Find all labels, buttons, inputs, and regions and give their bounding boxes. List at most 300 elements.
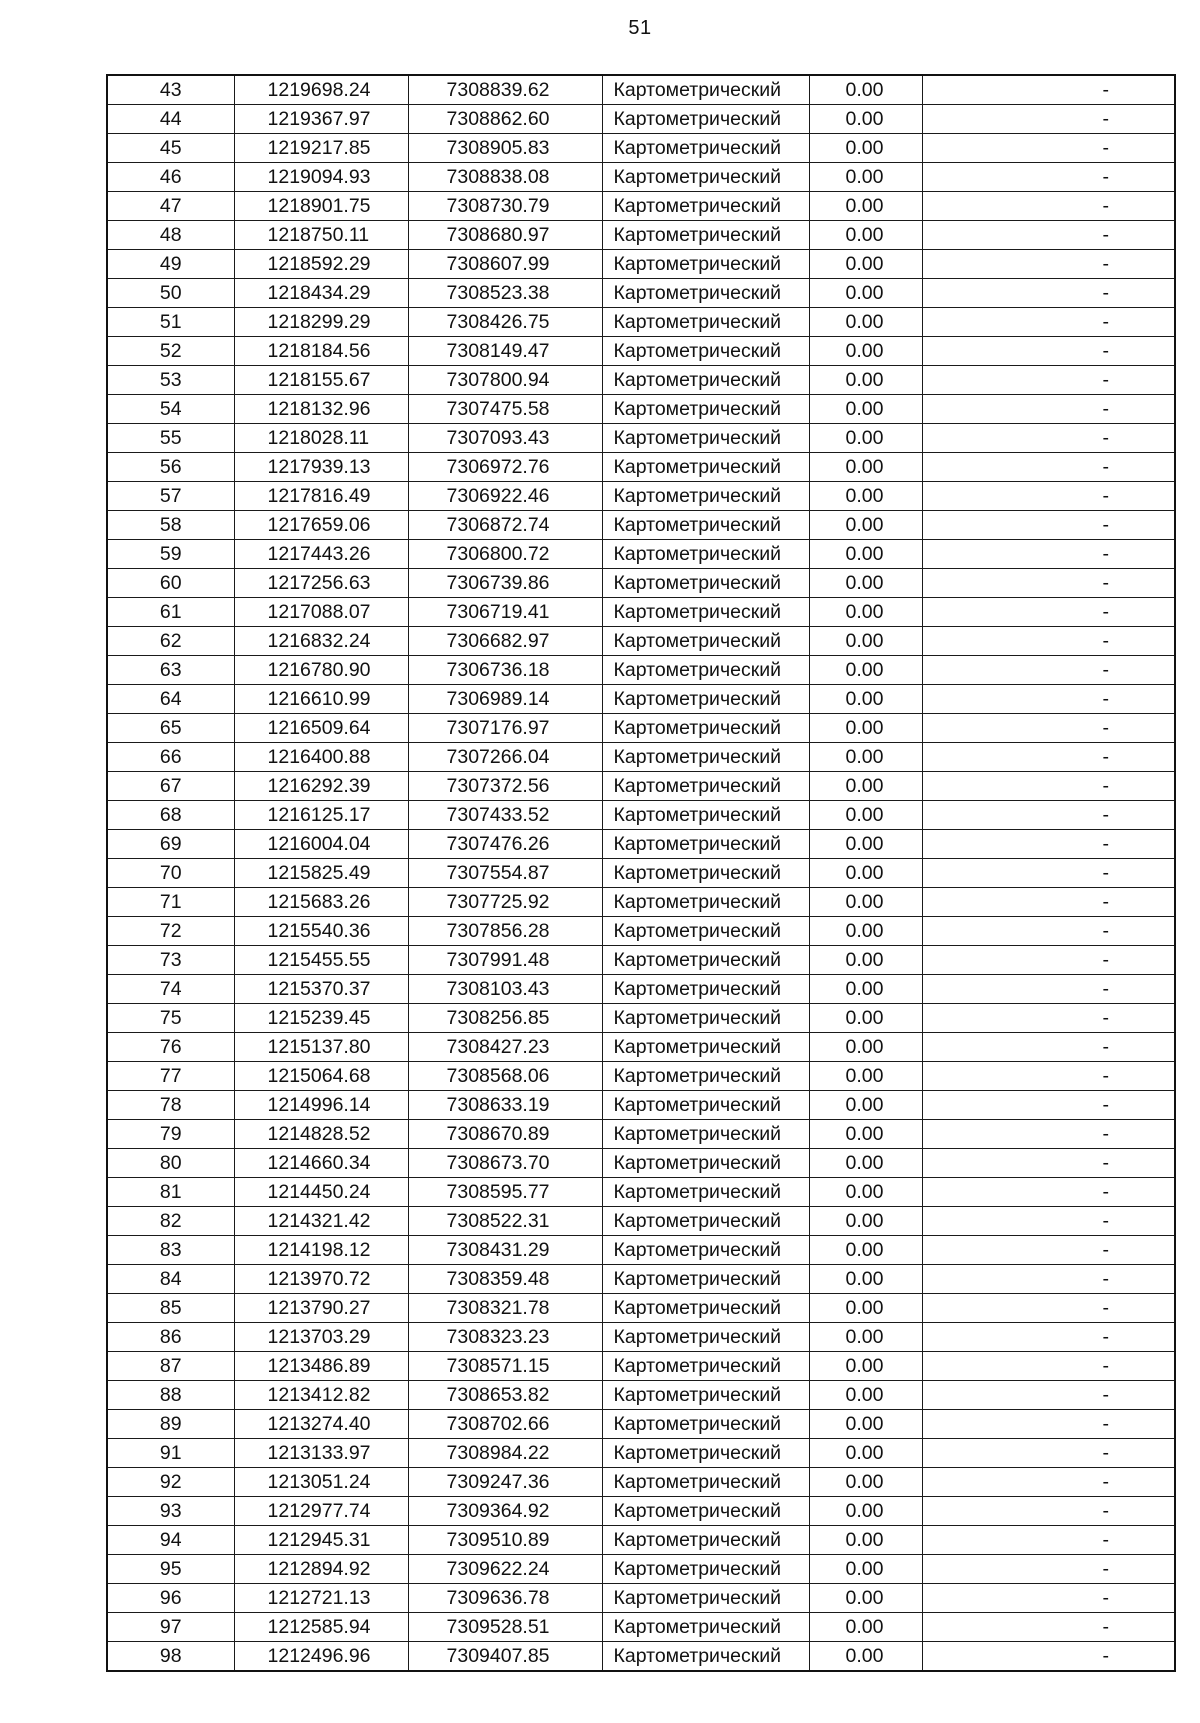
table-row [107,1468,1175,1497]
x-coordinate-cell: 1214450.24 [234,1178,408,1207]
method-cell: Картометрический [602,163,809,192]
accuracy-cell: 0.00 [809,1178,922,1207]
note-cell: - [922,1352,1175,1381]
method-cell: Картометрический [602,105,809,134]
y-coordinate-cell: 7308431.29 [408,1236,602,1265]
y-coordinate-cell: 7307725.92 [408,888,602,917]
table-row [107,1555,1175,1584]
table-row [107,1410,1175,1439]
accuracy-cell: 0.00 [809,743,922,772]
x-coordinate-cell: 1218028.11 [234,424,408,453]
x-coordinate-cell: 1213790.27 [234,1294,408,1323]
note-cell: - [922,1004,1175,1033]
accuracy-cell: 0.00 [809,192,922,221]
point-number-cell: 92 [107,1468,234,1497]
table-row [107,453,1175,482]
x-coordinate-cell: 1213703.29 [234,1323,408,1352]
point-number-cell: 58 [107,511,234,540]
y-coordinate-cell: 7308862.60 [408,105,602,134]
table-row [107,859,1175,888]
y-coordinate-cell: 7308670.89 [408,1120,602,1149]
method-cell: Картометрический [602,1439,809,1468]
table-row [107,1033,1175,1062]
x-coordinate-cell: 1212977.74 [234,1497,408,1526]
accuracy-cell: 0.00 [809,1352,922,1381]
note-cell: - [922,395,1175,424]
x-coordinate-cell: 1219367.97 [234,105,408,134]
y-coordinate-cell: 7309622.24 [408,1555,602,1584]
note-cell: - [922,1236,1175,1265]
accuracy-cell: 0.00 [809,366,922,395]
note-cell: - [922,308,1175,337]
table-row [107,192,1175,221]
method-cell: Картометрический [602,1410,809,1439]
accuracy-cell: 0.00 [809,1555,922,1584]
table-row [107,1265,1175,1294]
y-coordinate-cell: 7308359.48 [408,1265,602,1294]
accuracy-cell: 0.00 [809,540,922,569]
table-row [107,1526,1175,1555]
accuracy-cell: 0.00 [809,888,922,917]
note-cell: - [922,685,1175,714]
table-row [107,772,1175,801]
point-number-cell: 59 [107,540,234,569]
table-row [107,1207,1175,1236]
accuracy-cell: 0.00 [809,337,922,366]
point-number-cell: 88 [107,1381,234,1410]
method-cell: Картометрический [602,1294,809,1323]
accuracy-cell: 0.00 [809,75,922,105]
method-cell: Картометрический [602,1062,809,1091]
accuracy-cell: 0.00 [809,1642,922,1672]
point-number-cell: 80 [107,1149,234,1178]
point-number-cell: 57 [107,482,234,511]
y-coordinate-cell: 7308522.31 [408,1207,602,1236]
method-cell: Картометрический [602,1004,809,1033]
x-coordinate-cell: 1219094.93 [234,163,408,192]
table-row [107,337,1175,366]
x-coordinate-cell: 1216004.04 [234,830,408,859]
note-cell: - [922,250,1175,279]
table-row [107,105,1175,134]
note-cell: - [922,830,1175,859]
point-number-cell: 53 [107,366,234,395]
x-coordinate-cell: 1216400.88 [234,743,408,772]
method-cell: Картометрический [602,1149,809,1178]
accuracy-cell: 0.00 [809,975,922,1004]
y-coordinate-cell: 7307433.52 [408,801,602,830]
x-coordinate-cell: 1218592.29 [234,250,408,279]
note-cell: - [922,163,1175,192]
y-coordinate-cell: 7309364.92 [408,1497,602,1526]
method-cell: Картометрический [602,1236,809,1265]
y-coordinate-cell: 7307476.26 [408,830,602,859]
note-cell: - [922,105,1175,134]
y-coordinate-cell: 7308633.19 [408,1091,602,1120]
note-cell: - [922,1497,1175,1526]
y-coordinate-cell: 7306989.14 [408,685,602,714]
table-row [107,917,1175,946]
note-cell: - [922,917,1175,946]
table-row [107,395,1175,424]
y-coordinate-cell: 7306972.76 [408,453,602,482]
point-number-cell: 61 [107,598,234,627]
y-coordinate-cell: 7308568.06 [408,1062,602,1091]
note-cell: - [922,656,1175,685]
point-number-cell: 47 [107,192,234,221]
point-number-cell: 87 [107,1352,234,1381]
accuracy-cell: 0.00 [809,1410,922,1439]
accuracy-cell: 0.00 [809,1120,922,1149]
x-coordinate-cell: 1215455.55 [234,946,408,975]
table-row [107,134,1175,163]
point-number-cell: 79 [107,1120,234,1149]
table-row [107,540,1175,569]
point-number-cell: 69 [107,830,234,859]
method-cell: Картометрический [602,192,809,221]
method-cell: Картометрический [602,75,809,105]
table-row [107,1091,1175,1120]
point-number-cell: 43 [107,75,234,105]
table-row [107,685,1175,714]
note-cell: - [922,946,1175,975]
x-coordinate-cell: 1214660.34 [234,1149,408,1178]
y-coordinate-cell: 7307475.58 [408,395,602,424]
point-number-cell: 82 [107,1207,234,1236]
method-cell: Картометрический [602,134,809,163]
point-number-cell: 96 [107,1584,234,1613]
x-coordinate-cell: 1217443.26 [234,540,408,569]
y-coordinate-cell: 7308838.08 [408,163,602,192]
accuracy-cell: 0.00 [809,163,922,192]
table-row [107,569,1175,598]
note-cell: - [922,192,1175,221]
note-cell: - [922,424,1175,453]
accuracy-cell: 0.00 [809,1613,922,1642]
method-cell: Картометрический [602,482,809,511]
note-cell: - [922,1062,1175,1091]
x-coordinate-cell: 1215825.49 [234,859,408,888]
x-coordinate-cell: 1217088.07 [234,598,408,627]
method-cell: Картометрический [602,1323,809,1352]
note-cell: - [922,743,1175,772]
note-cell: - [922,1381,1175,1410]
point-number-cell: 56 [107,453,234,482]
x-coordinate-cell: 1216509.64 [234,714,408,743]
note-cell: - [922,1265,1175,1294]
table-row [107,714,1175,743]
note-cell: - [922,511,1175,540]
coordinates-table [106,74,1176,1672]
point-number-cell: 78 [107,1091,234,1120]
point-number-cell: 51 [107,308,234,337]
method-cell: Картометрический [602,830,809,859]
method-cell: Картометрический [602,975,809,1004]
note-cell: - [922,888,1175,917]
table-row [107,1004,1175,1033]
x-coordinate-cell: 1217256.63 [234,569,408,598]
y-coordinate-cell: 7307991.48 [408,946,602,975]
y-coordinate-cell: 7308607.99 [408,250,602,279]
y-coordinate-cell: 7308984.22 [408,1439,602,1468]
point-number-cell: 76 [107,1033,234,1062]
method-cell: Картометрический [602,1091,809,1120]
y-coordinate-cell: 7308653.82 [408,1381,602,1410]
point-number-cell: 72 [107,917,234,946]
note-cell: - [922,1091,1175,1120]
accuracy-cell: 0.00 [809,105,922,134]
x-coordinate-cell: 1215370.37 [234,975,408,1004]
accuracy-cell: 0.00 [809,1265,922,1294]
point-number-cell: 65 [107,714,234,743]
method-cell: Картометрический [602,801,809,830]
note-cell: - [922,279,1175,308]
accuracy-cell: 0.00 [809,1497,922,1526]
y-coordinate-cell: 7308256.85 [408,1004,602,1033]
accuracy-cell: 0.00 [809,1468,922,1497]
x-coordinate-cell: 1212945.31 [234,1526,408,1555]
y-coordinate-cell: 7306922.46 [408,482,602,511]
accuracy-cell: 0.00 [809,685,922,714]
note-cell: - [922,1207,1175,1236]
accuracy-cell: 0.00 [809,801,922,830]
point-number-cell: 97 [107,1613,234,1642]
accuracy-cell: 0.00 [809,1526,922,1555]
note-cell: - [922,482,1175,511]
accuracy-cell: 0.00 [809,308,922,337]
point-number-cell: 70 [107,859,234,888]
page-number: 51 [628,17,652,39]
accuracy-cell: 0.00 [809,569,922,598]
x-coordinate-cell: 1216780.90 [234,656,408,685]
x-coordinate-cell: 1218750.11 [234,221,408,250]
accuracy-cell: 0.00 [809,946,922,975]
table-row [107,1149,1175,1178]
point-number-cell: 67 [107,772,234,801]
note-cell: - [922,1584,1175,1613]
accuracy-cell: 0.00 [809,598,922,627]
method-cell: Картометрический [602,685,809,714]
note-cell: - [922,569,1175,598]
note-cell: - [922,598,1175,627]
x-coordinate-cell: 1212721.13 [234,1584,408,1613]
x-coordinate-cell: 1212496.96 [234,1642,408,1672]
point-number-cell: 89 [107,1410,234,1439]
y-coordinate-cell: 7309528.51 [408,1613,602,1642]
method-cell: Картометрический [602,1555,809,1584]
method-cell: Картометрический [602,714,809,743]
y-coordinate-cell: 7308426.75 [408,308,602,337]
method-cell: Картометрический [602,1584,809,1613]
table-row [107,221,1175,250]
table-row [107,1381,1175,1410]
point-number-cell: 54 [107,395,234,424]
y-coordinate-cell: 7307093.43 [408,424,602,453]
x-coordinate-cell: 1213051.24 [234,1468,408,1497]
y-coordinate-cell: 7306872.74 [408,511,602,540]
point-number-cell: 95 [107,1555,234,1584]
table-row [107,1642,1175,1672]
y-coordinate-cell: 7307554.87 [408,859,602,888]
accuracy-cell: 0.00 [809,134,922,163]
y-coordinate-cell: 7308321.78 [408,1294,602,1323]
point-number-cell: 68 [107,801,234,830]
x-coordinate-cell: 1216292.39 [234,772,408,801]
point-number-cell: 45 [107,134,234,163]
y-coordinate-cell: 7308730.79 [408,192,602,221]
x-coordinate-cell: 1219217.85 [234,134,408,163]
table-row [107,598,1175,627]
accuracy-cell: 0.00 [809,424,922,453]
x-coordinate-cell: 1214996.14 [234,1091,408,1120]
accuracy-cell: 0.00 [809,1381,922,1410]
y-coordinate-cell: 7308905.83 [408,134,602,163]
x-coordinate-cell: 1219698.24 [234,75,408,105]
table-row [107,946,1175,975]
x-coordinate-cell: 1212894.92 [234,1555,408,1584]
point-number-cell: 94 [107,1526,234,1555]
y-coordinate-cell: 7307800.94 [408,366,602,395]
y-coordinate-cell: 7307856.28 [408,917,602,946]
accuracy-cell: 0.00 [809,221,922,250]
note-cell: - [922,1555,1175,1584]
accuracy-cell: 0.00 [809,627,922,656]
method-cell: Картометрический [602,424,809,453]
x-coordinate-cell: 1214198.12 [234,1236,408,1265]
table-body [107,75,1175,1671]
table-row [107,1497,1175,1526]
method-cell: Картометрический [602,511,809,540]
method-cell: Картометрический [602,946,809,975]
accuracy-cell: 0.00 [809,511,922,540]
method-cell: Картометрический [602,598,809,627]
method-cell: Картометрический [602,656,809,685]
accuracy-cell: 0.00 [809,482,922,511]
note-cell: - [922,859,1175,888]
y-coordinate-cell: 7307266.04 [408,743,602,772]
table-row [107,888,1175,917]
point-number-cell: 86 [107,1323,234,1352]
method-cell: Картометрический [602,453,809,482]
point-number-cell: 83 [107,1236,234,1265]
method-cell: Картометрический [602,772,809,801]
note-cell: - [922,1120,1175,1149]
note-cell: - [922,1294,1175,1323]
accuracy-cell: 0.00 [809,656,922,685]
point-number-cell: 49 [107,250,234,279]
note-cell: - [922,1033,1175,1062]
table-row [107,75,1175,105]
accuracy-cell: 0.00 [809,1004,922,1033]
y-coordinate-cell: 7308702.66 [408,1410,602,1439]
point-number-cell: 55 [107,424,234,453]
x-coordinate-cell: 1216610.99 [234,685,408,714]
x-coordinate-cell: 1218155.67 [234,366,408,395]
method-cell: Картометрический [602,1497,809,1526]
y-coordinate-cell: 7308673.70 [408,1149,602,1178]
point-number-cell: 71 [107,888,234,917]
note-cell: - [922,801,1175,830]
method-cell: Картометрический [602,1613,809,1642]
method-cell: Картометрический [602,1352,809,1381]
x-coordinate-cell: 1212585.94 [234,1613,408,1642]
y-coordinate-cell: 7306719.41 [408,598,602,627]
method-cell: Картометрический [602,1642,809,1672]
accuracy-cell: 0.00 [809,917,922,946]
point-number-cell: 52 [107,337,234,366]
y-coordinate-cell: 7306736.18 [408,656,602,685]
accuracy-cell: 0.00 [809,1149,922,1178]
table-row [107,1323,1175,1352]
y-coordinate-cell: 7309636.78 [408,1584,602,1613]
x-coordinate-cell: 1213412.82 [234,1381,408,1410]
point-number-cell: 62 [107,627,234,656]
method-cell: Картометрический [602,1265,809,1294]
point-number-cell: 75 [107,1004,234,1033]
table-row [107,163,1175,192]
point-number-cell: 46 [107,163,234,192]
accuracy-cell: 0.00 [809,1439,922,1468]
method-cell: Картометрический [602,250,809,279]
x-coordinate-cell: 1213486.89 [234,1352,408,1381]
method-cell: Картометрический [602,917,809,946]
note-cell: - [922,221,1175,250]
point-number-cell: 81 [107,1178,234,1207]
table-row [107,511,1175,540]
note-cell: - [922,366,1175,395]
note-cell: - [922,134,1175,163]
point-number-cell: 85 [107,1294,234,1323]
method-cell: Картометрический [602,308,809,337]
y-coordinate-cell: 7306682.97 [408,627,602,656]
accuracy-cell: 0.00 [809,714,922,743]
point-number-cell: 63 [107,656,234,685]
accuracy-cell: 0.00 [809,1033,922,1062]
accuracy-cell: 0.00 [809,772,922,801]
point-number-cell: 93 [107,1497,234,1526]
point-number-cell: 73 [107,946,234,975]
y-coordinate-cell: 7307176.97 [408,714,602,743]
note-cell: - [922,1439,1175,1468]
table-row [107,1120,1175,1149]
method-cell: Картометрический [602,337,809,366]
note-cell: - [922,1178,1175,1207]
y-coordinate-cell: 7307372.56 [408,772,602,801]
note-cell: - [922,772,1175,801]
method-cell: Картометрический [602,1207,809,1236]
accuracy-cell: 0.00 [809,859,922,888]
note-cell: - [922,627,1175,656]
y-coordinate-cell: 7308595.77 [408,1178,602,1207]
method-cell: Картометрический [602,859,809,888]
x-coordinate-cell: 1215540.36 [234,917,408,946]
y-coordinate-cell: 7308680.97 [408,221,602,250]
table-row [107,830,1175,859]
point-number-cell: 44 [107,105,234,134]
x-coordinate-cell: 1213133.97 [234,1439,408,1468]
method-cell: Картометрический [602,1381,809,1410]
note-cell: - [922,75,1175,105]
y-coordinate-cell: 7308149.47 [408,337,602,366]
note-cell: - [922,1642,1175,1672]
y-coordinate-cell: 7308427.23 [408,1033,602,1062]
x-coordinate-cell: 1216832.24 [234,627,408,656]
table-row [107,1062,1175,1091]
method-cell: Картометрический [602,569,809,598]
accuracy-cell: 0.00 [809,395,922,424]
x-coordinate-cell: 1213970.72 [234,1265,408,1294]
method-cell: Картометрический [602,1468,809,1497]
